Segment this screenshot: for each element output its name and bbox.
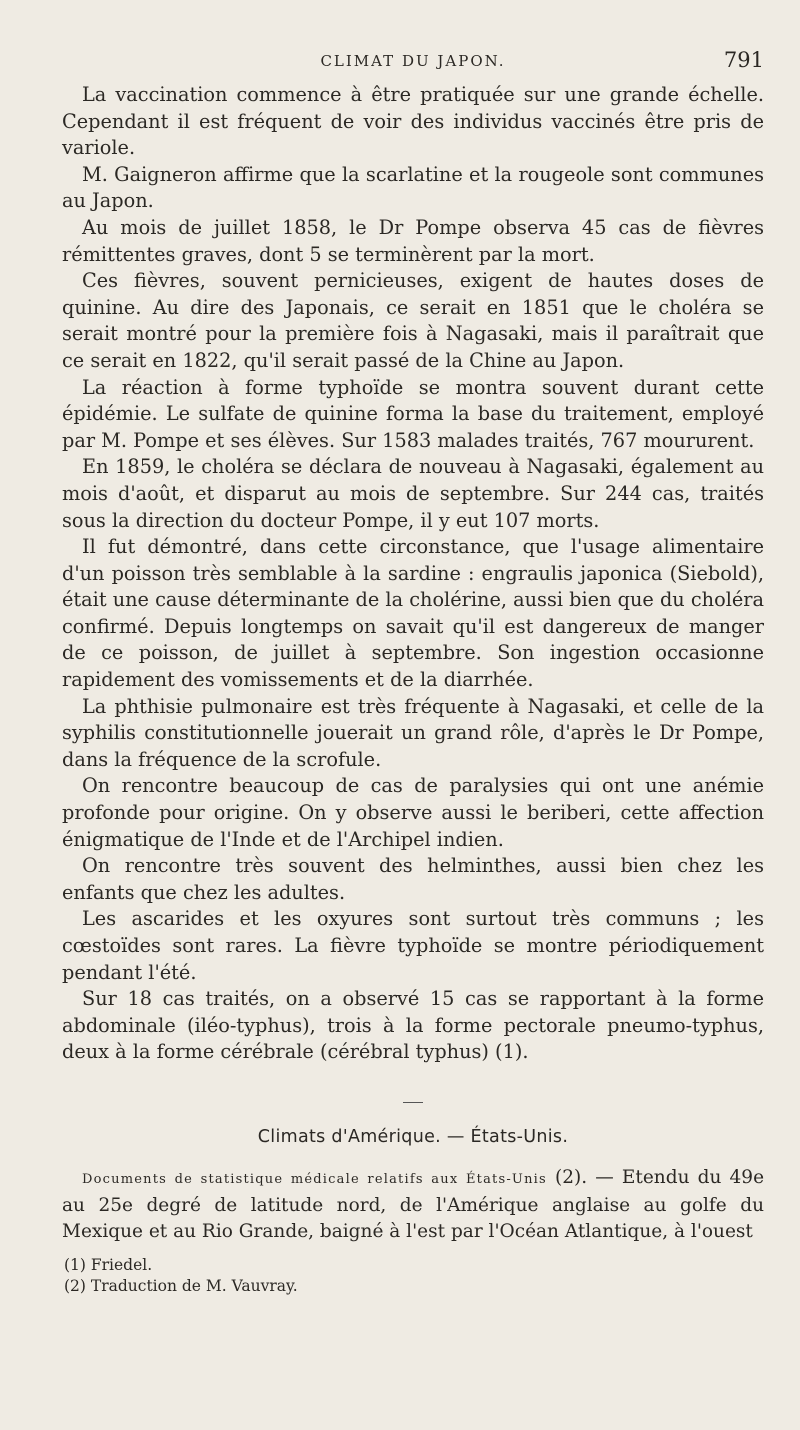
paragraph-ascarides: Les ascarides et les oxyures sont surtout très communs ; les cœstoïdes sont rares. La fièvre typhoïde se montre périodiquement pendant l'été. <box>62 907 764 984</box>
running-head-title: CLIMAT DU JAPON. <box>320 52 506 70</box>
section-opening-paragraph <box>62 1165 764 1245</box>
footnote-1: (1) Friedel. <box>64 1255 153 1274</box>
paragraph-fievres-remittentes: Au mois de juillet 1858, le Dr Pompe observa 45 cas de fièvres rémittentes graves, dont 5 se terminèrent par la mort. <box>62 215 764 266</box>
footnotes <box>62 1255 764 1297</box>
page-number: 791 <box>723 48 764 72</box>
paragraph-engraulis: Il fut démontré, dans cette circonstance, que l'usage alimentaire d'un poisson très semblable à la sardine : engraulis japonica (Siebold), était une cause déterminante de la cholérine, aussi bien que du choléra confirmé. Depuis longtemps on savait qu'il est dangereux de manger de ce poisson, de juillet à septembre. Son ingestion occasionne rapidement des vomissements et de la diarrhée. <box>62 535 764 692</box>
paragraph-vaccination: La vaccination commence à être pratiquée sur une grande échelle. Cependant il est fréquent de voir des individus vaccinés être pris de variole. <box>62 83 764 160</box>
paragraph-scarlatine: M. Gaigneron affirme que la scarlatine et la rougeole sont communes au Japon. <box>62 162 764 213</box>
section-divider <box>403 1102 423 1103</box>
paragraph-typhus-cases: Sur 18 cas traités, on a observé 15 cas se rapportant à la forme abdominale (iléo-typhus), trois à la forme pectorale pneumo-typhus, deux à la forme cérébrale (cérébral typhus) (1). <box>62 987 764 1064</box>
body-text <box>62 82 764 1066</box>
section-title: Climats d'Amérique. — États-Unis. <box>257 1126 569 1147</box>
paragraph-paralysies: On rencontre beaucoup de cas de paralysies qui ont une anémie profonde pour origine. On y observe aussi le beriberi, cette affection énigmatique de l'Inde et de l'Archipel indien. <box>62 774 764 851</box>
paragraph-phthisie: La phthisie pulmonaire est très fréquente à Nagasaki, et celle de la syphilis constitutionnelle jouerait un grand rôle, d'après le Dr Pompe, dans la fréquence de la scrofule. <box>62 694 764 771</box>
section-heading-note: (2). <box>555 1166 588 1188</box>
section-heading-smallcaps: Documents de statistique médicale relatifs aux États-Unis <box>82 1171 547 1187</box>
paragraph-cholera-1859: En 1859, le choléra se déclara de nouveau à Nagasaki, également au mois d'août, et disparut au mois de septembre. Sur 244 cas, traités sous la direction du docteur Pompe, il y eut 107 morts. <box>62 455 764 532</box>
paragraph-forme-typhoide: La réaction à forme typhoïde se montra souvent durant cette épidémie. Le sulfate de quinine forma la base du traitement, employé par M. Pompe et ses élèves. Sur 1583 malades traités, 767 moururent. <box>62 375 764 452</box>
running-head <box>62 48 764 82</box>
paragraph-cholera-1851: Ces fièvres, souvent pernicieuses, exigent de hautes doses de quinine. Au dire des Japonais, ce serait en 1851 que le choléra se serait montré pour la première fois à Nagasaki, mais il paraîtrait que ce serait en 1822, qu'il serait passé de la Chine au Japon. <box>62 269 764 372</box>
footnote-2: (2) Traduction de M. Vauvray. <box>64 1276 298 1295</box>
section-text: — Etendu du 49e au 25e degré de latitude nord, de l'Amérique anglaise au golfe du Mexique et au Rio Grande, baigné à l'est par l'Océan Atlantique, à l'ouest <box>62 1166 765 1242</box>
paragraph-helminthes: On rencontre très souvent des helminthes, aussi bien chez les enfants que chez les adultes. <box>62 854 764 904</box>
